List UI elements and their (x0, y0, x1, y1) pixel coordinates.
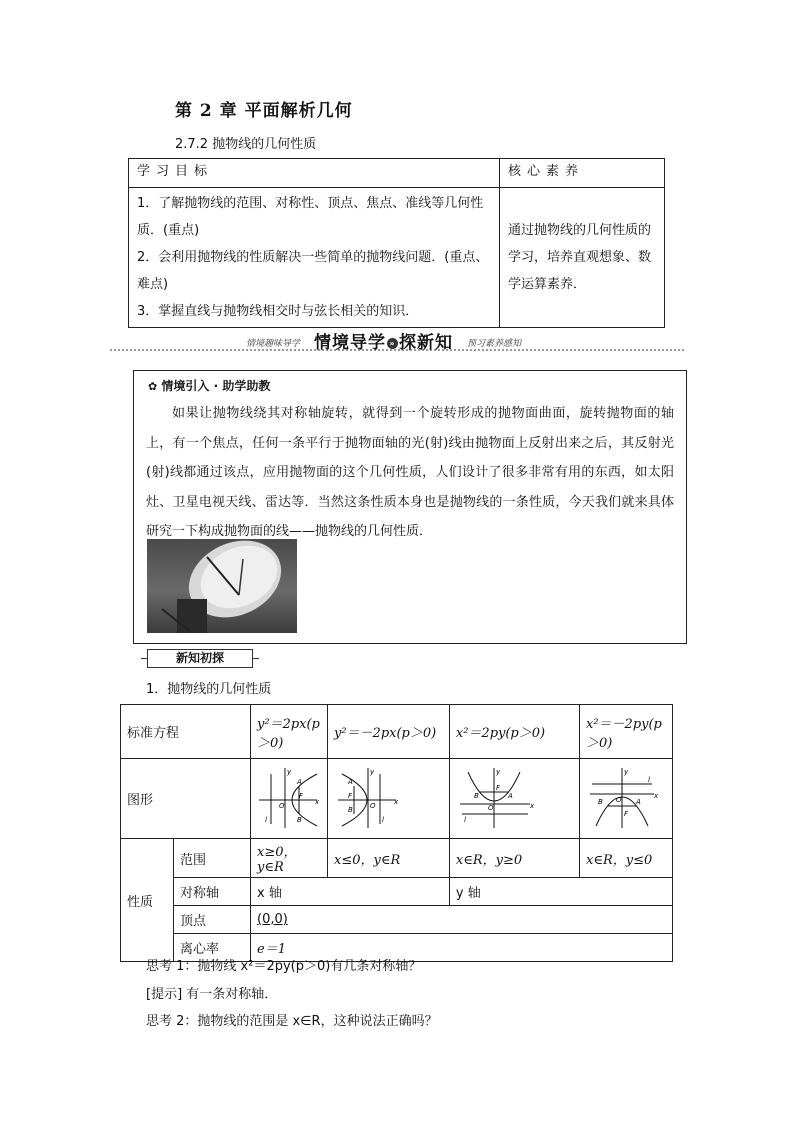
banner-title-2: 探新知 (399, 333, 453, 353)
vertex-cell: (0,0) (251, 906, 673, 934)
heading-properties: 1．抛物线的几何性质 (146, 682, 272, 697)
satellite-dish-image (147, 539, 297, 633)
graph-left-opening (328, 759, 450, 839)
svg-text:y: y (287, 767, 292, 776)
banner-title (314, 328, 453, 353)
intro-tag-label: 情境引入 · 助学助教 (161, 379, 271, 393)
svg-text:A: A (348, 777, 353, 786)
ecc-label: 离心率 (174, 934, 251, 962)
goal-item: 1．了解抛物线的范围、对称性、顶点、焦点、准线等几何性质．(重点) (137, 196, 484, 238)
goal-item: 2．会利用抛物线的性质解决一些简单的抛物线问题．(重点、难点) (137, 250, 489, 292)
svg-text:O: O (370, 801, 376, 810)
svg-text:x: x (654, 791, 659, 800)
hint-1: [提示] 有一条对称轴． (146, 987, 278, 1002)
svg-text:F: F (348, 791, 353, 800)
banner-title-1: 情境导学 (314, 333, 386, 353)
svg-text:O: O (487, 803, 494, 812)
literacy-header: 核心素养 (500, 159, 665, 188)
svg-text:B: B (598, 797, 603, 806)
chapter-title: 第 2 章 平面解析几何 (175, 101, 353, 121)
svg-text:x: x (394, 797, 399, 806)
goals-header: 学习目标 (129, 159, 500, 188)
range-cell: x≤0，y∈R (328, 839, 450, 878)
svg-text:x: x (315, 797, 320, 806)
range-cell: x∈R，y≥0 (449, 839, 579, 878)
arrow-icon: » (387, 338, 398, 349)
svg-text:x: x (529, 801, 535, 810)
ecc-cell: e＝1 (251, 934, 673, 962)
svg-text:A: A (636, 797, 641, 806)
axis-cell: x 轴 (251, 878, 450, 906)
range-cell: x≥0，y∈R (251, 839, 328, 878)
svg-text:y: y (495, 767, 501, 776)
svg-text:l: l (463, 815, 466, 824)
std-eq-label: 标准方程 (121, 705, 251, 759)
range-cell: x∈R，y≤0 (580, 839, 673, 878)
svg-text:B: B (348, 805, 353, 814)
banner-right-text: 预习素养感知 (467, 339, 522, 349)
goals-table (128, 158, 665, 328)
literacy-text: 通过抛物线的几何性质的学习，培养直观想象、数学运算素养． (500, 188, 665, 328)
svg-text:l: l (265, 815, 267, 824)
svg-text:O: O (616, 795, 622, 804)
intro-paragraph: 如果让抛物线绕其对称轴旋转，就得到一个旋转形成的抛物面曲面，旋转抛物面的轴上，有一个焦点，任何一条平行于抛物面轴的光(射)线由抛物面上反射出来之后，其反射光(射)线都通过该点，应用抛物面的这个几何性质，人们设计了很多非常有用的东西，如太阳灶、卫星电视天线、雷达等．当然这条性质本身也是抛物线的一条性质，今天我们就来具体研究一下构成抛物面的线——抛物线的几何性质． (146, 406, 674, 539)
intro-tag (148, 377, 270, 394)
graph-right-opening (251, 759, 328, 839)
svg-text:A: A (297, 777, 302, 786)
equation-cell: x²＝－2py(p＞0) (580, 705, 673, 759)
property-label: 性质 (121, 839, 174, 962)
new-knowledge-tag: 新知初探 (147, 649, 253, 668)
section-banner (110, 328, 684, 352)
svg-text:F: F (495, 783, 500, 792)
axis-label: 对称轴 (174, 878, 251, 906)
think-question-2: 思考 2：抛物线的范围是 x∈R，这种说法正确吗？ (146, 1014, 438, 1029)
svg-text:y: y (370, 767, 375, 776)
svg-text:y: y (624, 767, 629, 776)
svg-text:l: l (648, 775, 650, 784)
svg-text:F: F (624, 809, 629, 818)
decor-icon: ✿ (148, 380, 158, 393)
equation-cell: y²＝2px(p＞0) (251, 705, 328, 759)
goals-list (129, 188, 500, 328)
svg-text:O: O (279, 801, 285, 810)
svg-text:B: B (297, 815, 302, 824)
equation-cell: x²＝2py(p＞0) (449, 705, 579, 759)
range-label: 范围 (174, 839, 251, 878)
figure-label: 图形 (121, 759, 251, 839)
vertex-label: 顶点 (174, 906, 251, 934)
graph-up-opening (449, 759, 579, 839)
svg-text:l: l (382, 815, 384, 824)
svg-text:F: F (299, 791, 304, 800)
intro-box (133, 370, 687, 644)
equation-cell: y²＝－2px(p＞0) (328, 705, 450, 759)
graph-down-opening (580, 759, 673, 839)
banner-left-text: 情境趣味导学 (246, 339, 301, 349)
goal-item: 3．掌握直线与抛物线相交时与弦长相关的知识． (137, 304, 419, 319)
parabola-properties-table (120, 704, 673, 962)
axis-cell: y 轴 (449, 878, 672, 906)
svg-text:B: B (473, 791, 479, 800)
section-title: 2.7.2 抛物线的几何性质 (175, 137, 317, 152)
svg-text:A: A (507, 791, 513, 800)
think-question-1: 思考 1：抛物线 x²＝2py(p＞0)有几条对称轴？ (146, 959, 422, 974)
